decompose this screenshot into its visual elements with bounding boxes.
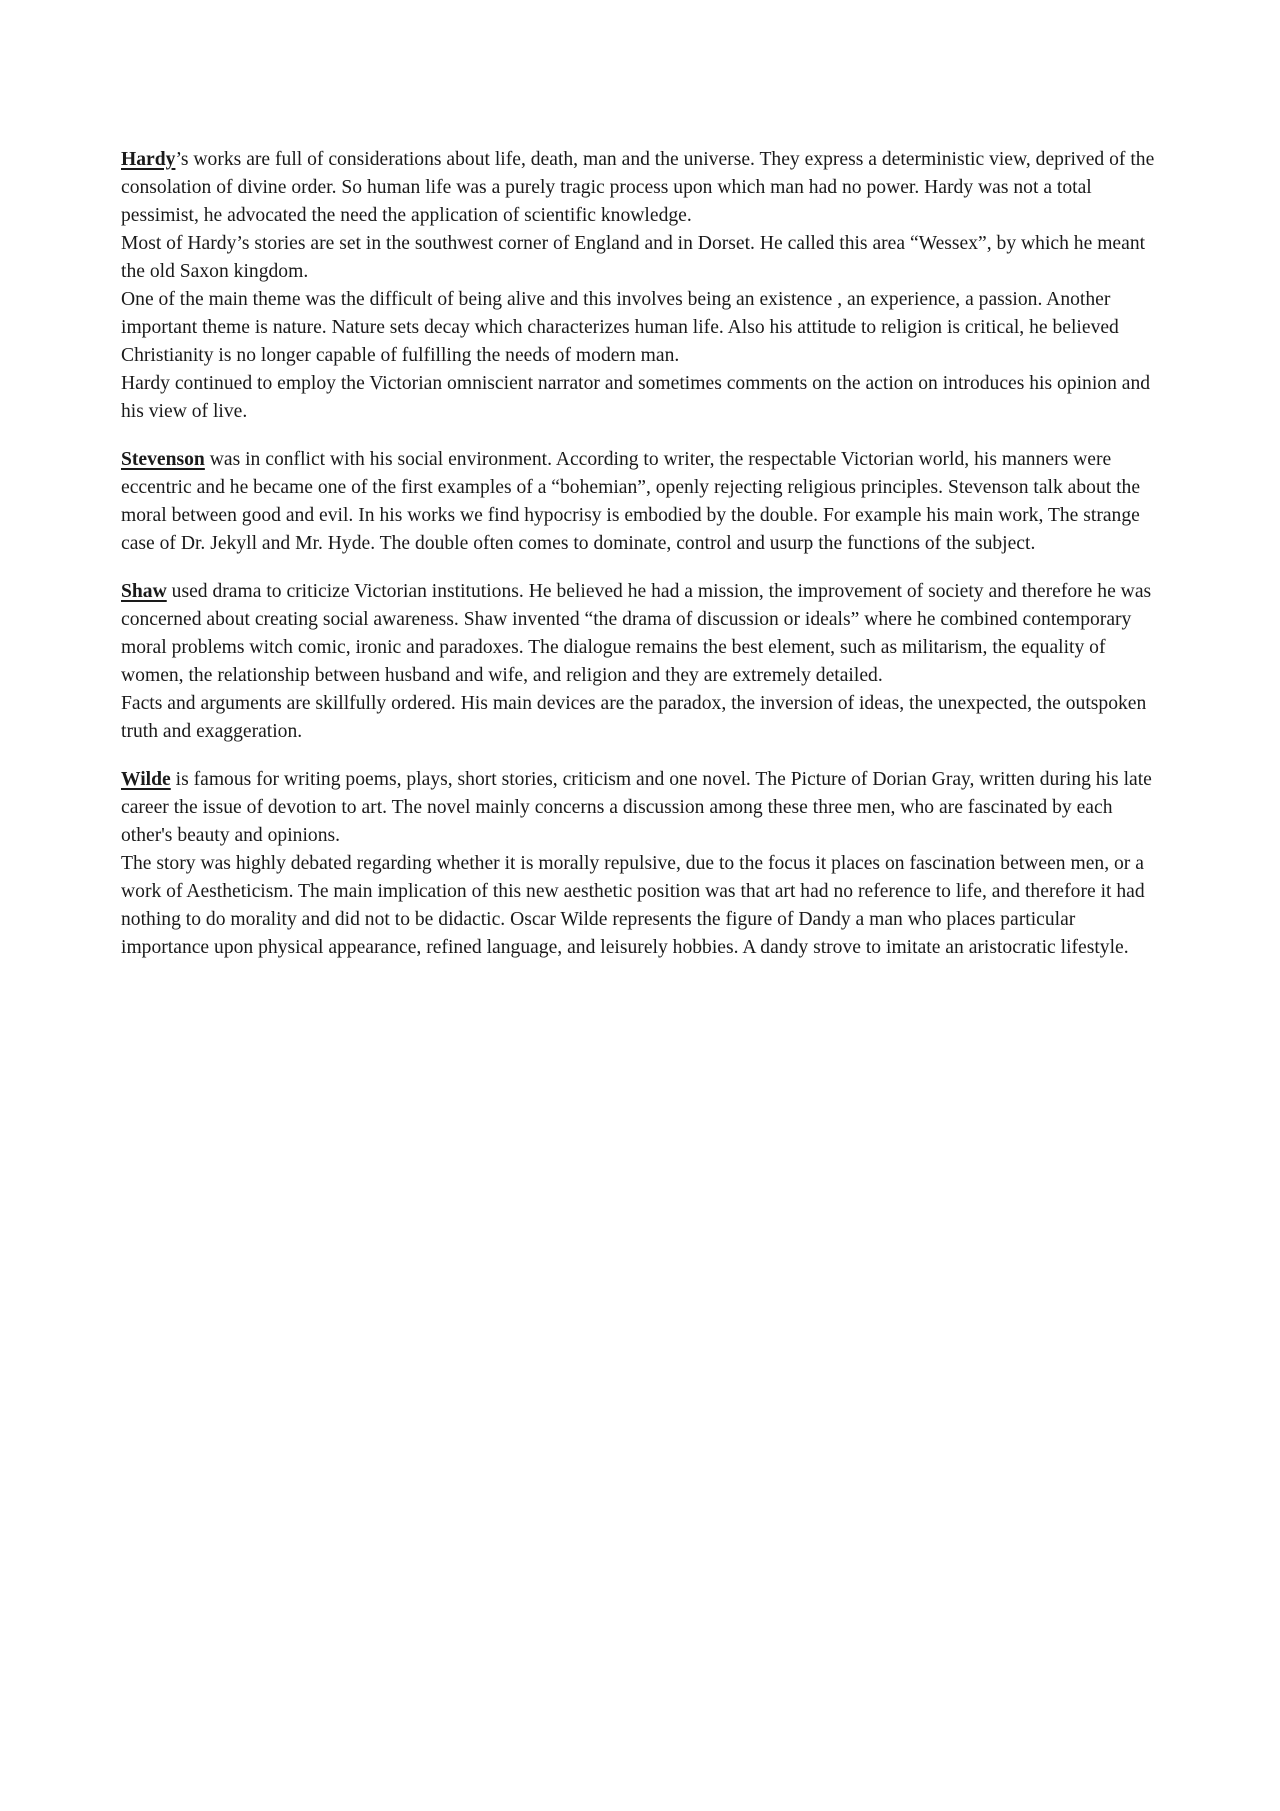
paragraph: Most of Hardy’s stories are set in the southwest corner of England and in Dorset. He called this area “Wessex”, by which he meant the old Saxon kingdom. xyxy=(121,233,1146,282)
paragraph-text: was in conflict with his social environment. According to writer, the respectable Victorian world, his manners were eccentric and he became one of the first examples of a “bohemian”, openly rejecting religious principles. Stevenson talk about the moral between good and evil. In his works we find hypocrisy is embodied by the double. For example his main work, The strange case of Dr. Jekyll and Mr. Hyde. The double often comes to dominate, control and usurp the functions of the subject. xyxy=(121,449,1141,554)
author-name-wilde: Wilde xyxy=(121,769,171,790)
paragraph-text: used drama to criticize Victorian institutions. He believed he had a mission, the improvement of society and therefore he was concerned about creating social awareness. Shaw invented “the drama of discussion or ideals” where he combined contemporary moral problems witch comic, ironic and paradoxes. The dialogue remains the best element, such as militarism, the equality of women, the relationship between husband and wife, and religion and they are extremely detailed. xyxy=(121,581,1152,686)
paragraph: Hardy continued to employ the Victorian omniscient narrator and sometimes comments on the action on introduces his opinion and his view of live. xyxy=(121,373,1151,422)
paragraph xyxy=(121,446,1166,558)
paragraph: One of the main theme was the difficult of being alive and this involves being an existence , an experience, a passion. Another important theme is nature. Nature sets decay which characterizes human life. Also his attitude to religion is critical, he believed Christianity is no longer capable of fulfilling the needs of modern man. xyxy=(121,289,1119,366)
section-wilde xyxy=(121,766,1166,962)
author-name-hardy: Hardy xyxy=(121,149,176,170)
author-name-shaw: Shaw xyxy=(121,581,167,602)
author-name-stevenson: Stevenson xyxy=(121,449,205,470)
section-shaw xyxy=(121,578,1166,746)
paragraph: The story was highly debated regarding whether it is morally repulsive, due to the focus it places on fascination between men, or a work of Aestheticism. The main implication of this new aesthetic position was that art had no reference to life, and therefore it had nothing to do morality and did not to be didactic. Oscar Wilde represents the figure of Dandy a man who places particular importance upon physical appearance, refined language, and leisurely hobbies. A dandy strove to imitate an aristocratic lifestyle. xyxy=(121,853,1145,958)
paragraph-text: ’s works are full of considerations about life, death, man and the universe. They express a deterministic view, deprived of the consolation of divine order. So human life was a purely tragic process upon which man had no power. Hardy was not a total pessimist, he advocated the need the application of scientific knowledge. xyxy=(121,149,1155,226)
paragraph xyxy=(121,766,1166,850)
document-page xyxy=(121,146,1166,982)
paragraph xyxy=(121,578,1166,690)
paragraph-text: is famous for writing poems, plays, short stories, criticism and one novel. The Picture of Dorian Gray, written during his late career the issue of devotion to art. The novel mainly concerns a discussion among these three men, who are fascinated by each other's beauty and opinions. xyxy=(121,769,1152,846)
paragraph: Facts and arguments are skillfully ordered. His main devices are the paradox, the inversion of ideas, the unexpected, the outspoken truth and exaggeration. xyxy=(121,693,1147,742)
section-hardy xyxy=(121,146,1166,426)
paragraph xyxy=(121,146,1166,230)
section-stevenson xyxy=(121,446,1166,558)
